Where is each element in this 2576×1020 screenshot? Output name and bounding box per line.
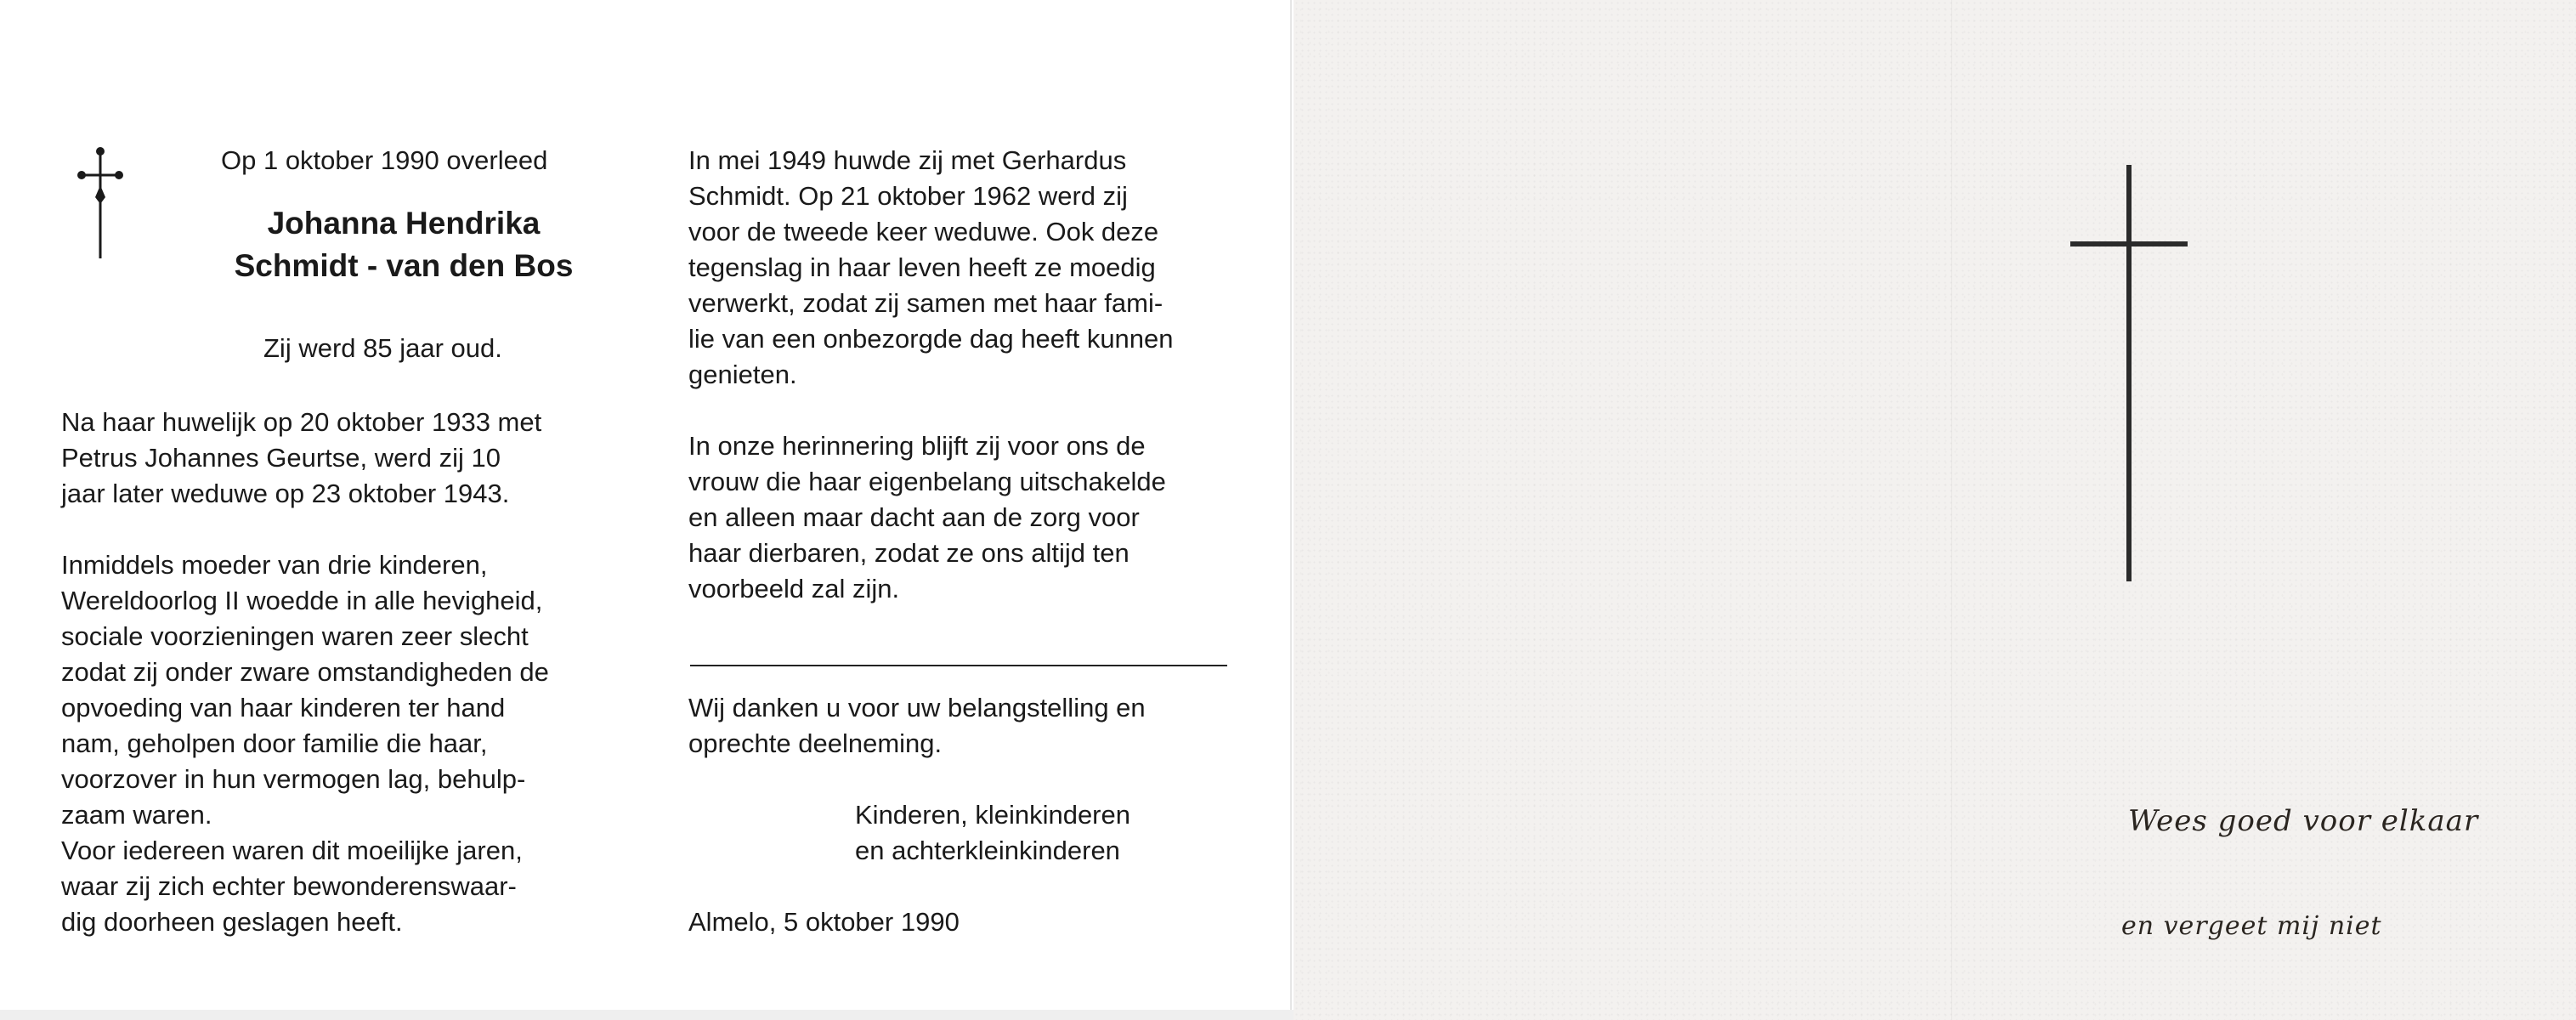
age-statement: Zij werd 85 jaar oud. (263, 333, 502, 363)
page-edge-shadow (0, 1010, 1294, 1020)
cover-fold (1951, 0, 1952, 1020)
signature-family: Kinderen, kleinkinderen en achterkleinkinderen (855, 800, 1130, 865)
cover-page (1294, 0, 2576, 1020)
death-announcement: Op 1 oktober 1990 overleed (221, 145, 548, 175)
large-cross-icon (2065, 162, 2193, 586)
motto-line-1: Wees goed voor elkaar (2128, 804, 2479, 838)
paragraph-remembrance: In onze herinnering blijft zij voor ons de vrouw die haar eigenbelang uitschakelde en alleen maar dacht aan de zorg voor haar dierbaren, zodat ze ons altijd ten voorbeeld zal zijn. (688, 431, 1166, 604)
deceased-name (204, 202, 603, 287)
name-line-2: Schmidt - van den Bos (234, 248, 574, 283)
paragraph-second-marriage: In mei 1949 huwde zij met Gerhardus Schmidt. Op 21 oktober 1962 werd zij voor de tweede keer weduwe. Ook deze tegenslag in haar leven heeft ze moedig verwerkt, zodat zij samen met haar fami- lie van een onbezorgde dag heeft kunnen genieten. (688, 145, 1174, 389)
place-and-date: Almelo, 5 oktober 1990 (688, 907, 960, 937)
small-cross-icon (73, 144, 127, 264)
name-line-1: Johanna Hendrika (267, 206, 541, 241)
paragraph-war-years: Inmiddels moeder van drie kinderen, Wereldoorlog II woedde in alle hevigheid, sociale voorzieningen waren zeer slecht zodat zij onder zware omstandigheden de opvoeding van haar kinderen ter hand nam, geholpen door familie die haar, voorzover in hun vermogen lag, behulp- zaam waren. Voor iedereen waren dit moeilijke jaren, waar zij zich echter bewonderenswaar- dig doorheen geslagen heeft. (61, 550, 549, 937)
motto-line-2: en vergeet mij niet (2121, 911, 2382, 941)
paragraph-first-marriage: Na haar huwelijk op 20 oktober 1933 met Petrus Johannes Geurtse, werd zij 10 jaar later weduwe op 23 oktober 1943. (61, 407, 542, 508)
divider-line (690, 665, 1227, 666)
thanks-message: Wij danken u voor uw belangstelling en oprechte deelneming. (688, 693, 1146, 758)
